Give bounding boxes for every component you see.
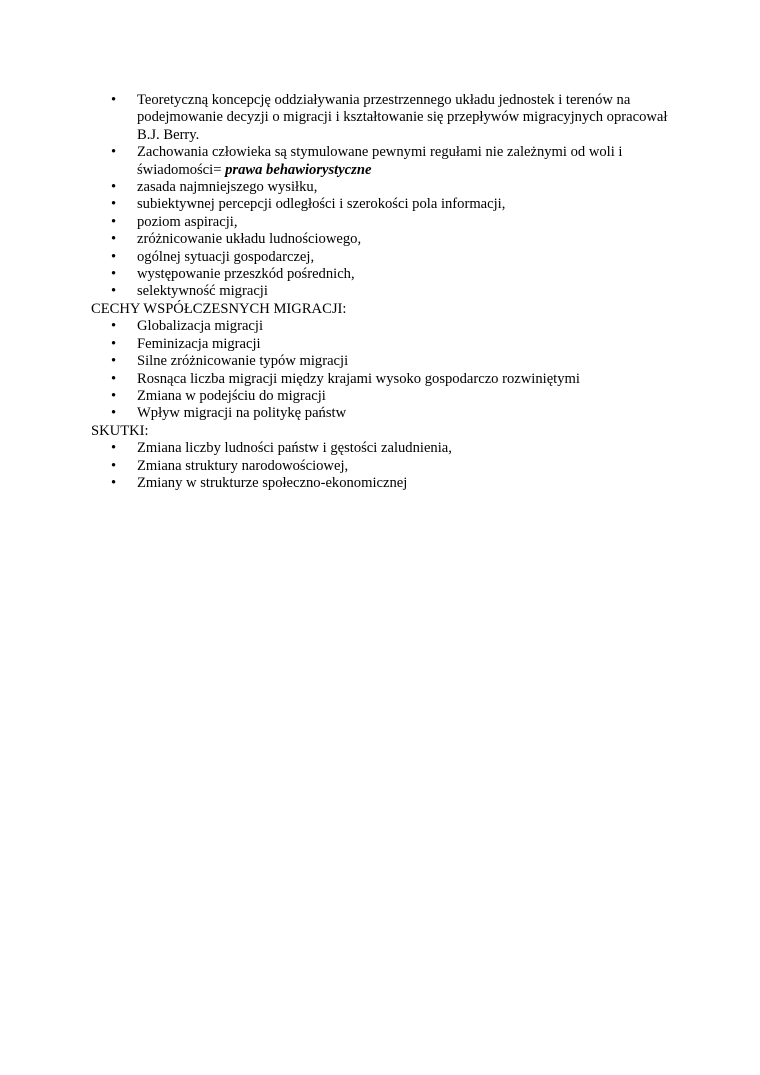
list-item-text: Zachowania człowieka są stymulowane pewnymi regułami nie zależnymi od woli i świadomości=	[137, 144, 623, 178]
list-item	[91, 249, 671, 266]
bullet-icon: •	[111, 266, 117, 283]
list-item	[91, 475, 671, 492]
bullet-icon: •	[111, 405, 117, 422]
bullet-icon: •	[111, 370, 117, 387]
bullet-icon: •	[111, 283, 117, 300]
bullet-icon: •	[111, 213, 117, 230]
list-item	[91, 440, 671, 457]
bullet-icon: •	[111, 318, 117, 335]
list-item	[91, 266, 671, 283]
list-item-text: występowanie przeszkód pośrednich,	[137, 266, 355, 283]
list-item-text: Zmiana w podejściu do migracji	[137, 387, 326, 404]
list-item	[91, 231, 671, 248]
list-item-text: ogólnej sytuacji gospodarczej,	[137, 248, 315, 265]
bullet-icon: •	[111, 474, 117, 491]
section-heading-cechy: CECHY WSPÓŁCZESNYCH MIGRACJI:	[91, 300, 347, 317]
list-item-text: selektywność migracji	[137, 283, 268, 300]
list-item-text: Wpływ migracji na politykę państw	[137, 405, 347, 422]
list-item-text: Rosnąca liczba migracji między krajami wysoko gospodarczo rozwiniętymi	[137, 370, 580, 387]
list-item-text: Teoretyczną koncepcję oddziaływania przestrzennego układu jednostek i terenów na podejmowanie decyzji o migracji i kształtowanie się przepływów migracyjnych opracował B.J. Berry.	[137, 92, 668, 143]
list-item-text: zasada najmniejszego wysiłku,	[137, 179, 318, 196]
bullet-icon: •	[111, 144, 117, 161]
document-content	[91, 92, 671, 492]
list-item	[91, 336, 671, 353]
bullet-icon: •	[111, 231, 117, 248]
list-item	[91, 458, 671, 475]
section-heading-skutki: SKUTKI:	[91, 422, 149, 439]
list-item	[91, 283, 671, 300]
emphasis-text: prawa behawiorystyczne	[225, 161, 372, 178]
list-item	[91, 388, 671, 405]
bullet-icon: •	[111, 179, 117, 196]
list-item	[91, 144, 671, 179]
bullet-icon: •	[111, 440, 117, 457]
list-item	[91, 353, 671, 370]
migration-features-list	[91, 318, 671, 422]
migration-effects-list	[91, 440, 671, 492]
list-item	[91, 371, 671, 388]
list-item-text: Globalizacja migracji	[137, 318, 264, 335]
list-item	[91, 179, 671, 196]
list-item	[91, 318, 671, 335]
migration-factors-list	[91, 92, 671, 301]
list-item	[91, 92, 671, 144]
bullet-icon: •	[111, 387, 117, 404]
bullet-icon: •	[111, 92, 117, 108]
list-item-text: Zmiany w strukturze społeczno-ekonomicznej	[137, 474, 408, 491]
list-item-text: subiektywnej percepcji odległości i szerokości pola informacji,	[137, 196, 506, 213]
list-item-text: Feminizacja migracji	[137, 335, 261, 352]
bullet-icon: •	[111, 457, 117, 474]
bullet-icon: •	[111, 196, 117, 213]
list-item	[91, 214, 671, 231]
list-item-text: zróżnicowanie układu ludnościowego,	[137, 231, 362, 248]
list-item	[91, 405, 671, 422]
bullet-icon: •	[111, 353, 117, 370]
bullet-icon: •	[111, 335, 117, 352]
list-item-text: Zmiana liczby ludności państw i gęstości zaludnienia,	[137, 440, 452, 457]
list-item-text: Silne zróżnicowanie typów migracji	[137, 353, 349, 370]
list-item-text: Zmiana struktury narodowościowej,	[137, 457, 349, 474]
list-item	[91, 196, 671, 213]
list-item-text: poziom aspiracji,	[137, 213, 238, 230]
bullet-icon: •	[111, 248, 117, 265]
